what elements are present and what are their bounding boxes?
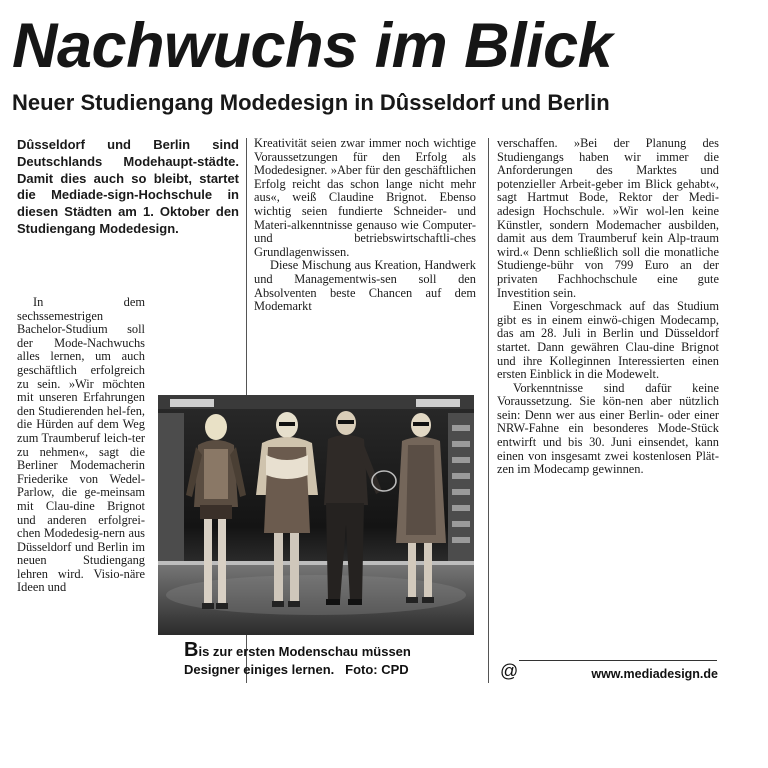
runway-photo: [158, 395, 474, 635]
column-divider-2: [488, 138, 489, 683]
body-paragraph: verschaffen. »Bei der Planung des Studiengangs haben wir immer die Anforderungen des Marktes und potenzieller Arbeit-geber im Blick gehabt«, sagt Hartmut Bode, Rektor der Medi-adesign Hochschule. »Wir wol-len keine Künstler, sondern Modemacher ausbilden, damit aus dem Traumberuf kein Alp-traum wird.« Denn schließlich soll die monatliche Studienge-bühr von 799 Euro an der privaten Fachhochschule eine gute Investition sein.: [497, 136, 719, 300]
article-column-3: [497, 137, 719, 477]
body-paragraph: Einen Vorgeschmack auf das Studium gibt es in einem einwö-chigen Modecamp, das am 28. Juli in Berlin und Düsseldorf startet. Dann gewähren Clau-dine Brignot und ihre Kolleginnen Interessierten einen ersten Einblick in die Modewelt.: [497, 299, 719, 382]
caption-initial: B: [184, 639, 199, 661]
article-column-1: [17, 296, 145, 595]
website-link[interactable]: www.mediadesign.de: [591, 667, 718, 681]
body-paragraph: In dem sechssemestrigen Bachelor-Studium soll der Mode-Nachwuchs alles lernen, um auch geschäftlich erfolgreich zu sein. »Wir möchten mit unseren Erfahrungen den Studierenden hel-fen, die Hürden auf dem Weg zum Traumberuf leich-ter zu nehmen«, sagt die Berliner Modemacherin Friederike von Wedel-Parlow, die ge-meinsam mit Clau-dine Brignot und anderen erfolgrei-chen Modedesig-nern aus Düsseldorf und Berlin im neuen Studiengang lehren wird. Visio-näre Ideen und: [17, 295, 145, 595]
photo-credit: Foto: CPD: [345, 662, 409, 677]
runway-photo-image: [158, 395, 474, 635]
footer-divider: [519, 660, 717, 661]
headline: Nachwuchs im Blick: [12, 11, 613, 81]
article-column-2: [254, 137, 476, 314]
lead-paragraph: Dûsseldorf und Berlin sind Deutschlands Modehaupt-städte. Damit dies auch so bleibt, startet die Mediade-sign-Hochschule in diesen Städten am 1. Oktober den Studiengang Modedesign.: [17, 137, 239, 236]
body-paragraph: Vorkenntnisse sind dafür keine Voraussetzung. Sie kön-nen aber nützlich sein: Denn wer aus einer Berlin- oder einer NRW-Fahne ein besonderes Mode-Stück entwirft und bis 30. Juni einsendet, kann einen von insgesamt zwei kostenlosen Plät-zen im Modecamp gewinnen.: [497, 380, 719, 477]
photo-caption: [184, 641, 469, 679]
caption-text: is zur ersten Modenschau müssen Designer einiges lernen.: [184, 644, 411, 677]
body-paragraph: Diese Mischung aus Kreation, Handwerk und Managementwis-sen soll den Absolventen beste Chancen auf dem Modemarkt: [254, 258, 476, 314]
at-sign-icon: @: [500, 661, 519, 681]
body-paragraph: Kreativität seien zwar immer noch wichtige Voraussetzungen für den Erfolg als Modedesigner. »Aber für den geschäftlichen Erfolg reicht das schon lange nicht mehr aus«, weiß Claudine Brignot. Ebenso wichtig seien fundierte Schneider- und Materi-alkenntnisse genauso wie Computer- und betriebswirtschaftli-ches Grundlagenwissen.: [254, 136, 476, 259]
subheadline: Neuer Studiengang Modedesign in Dûsseldorf und Berlin: [12, 90, 610, 115]
